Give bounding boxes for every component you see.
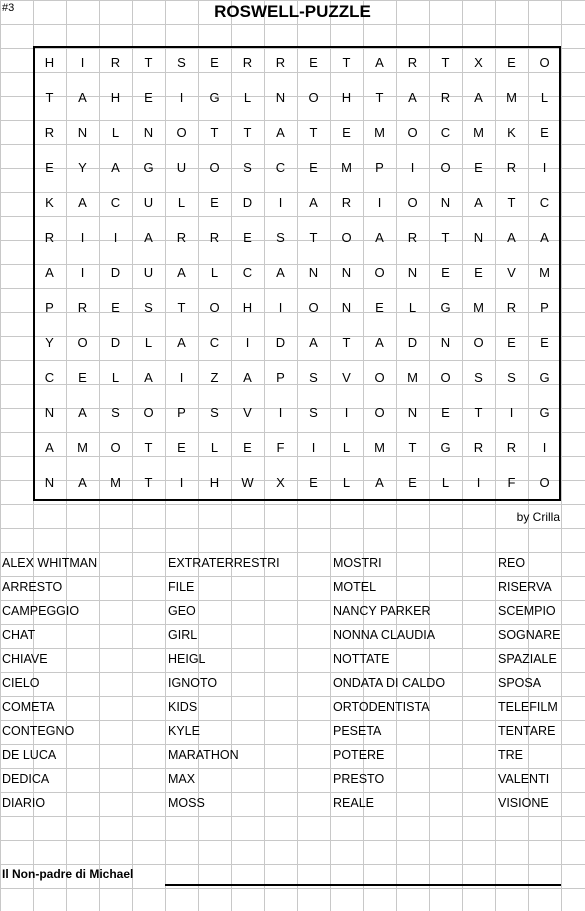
grid-letter[interactable]: U (143, 195, 154, 210)
grid-letter[interactable]: A (144, 230, 153, 245)
grid-letter[interactable]: E (441, 265, 450, 280)
grid-letter[interactable]: R (407, 55, 418, 70)
grid-letter[interactable]: M (341, 160, 352, 175)
grid-letter[interactable]: E (507, 335, 516, 350)
grid-letter[interactable]: O (374, 405, 385, 420)
grid-letter[interactable]: N (44, 405, 55, 420)
grid-letter[interactable]: I (278, 405, 283, 420)
grid-letter[interactable]: T (375, 90, 384, 105)
grid-letter[interactable]: S (111, 405, 120, 420)
grid-letter[interactable]: A (540, 230, 549, 245)
grid-letter[interactable]: D (110, 265, 121, 280)
grid-letter[interactable]: A (78, 90, 87, 105)
grid-letter[interactable]: P (45, 300, 54, 315)
grid-letter[interactable]: A (144, 370, 153, 385)
grid-letter[interactable]: I (410, 160, 415, 175)
grid-letter[interactable]: T (144, 55, 153, 70)
grid-letter[interactable]: S (276, 230, 285, 245)
grid-letter[interactable]: O (473, 335, 484, 350)
grid-letter[interactable]: R (110, 55, 121, 70)
grid-letter[interactable]: L (342, 475, 351, 490)
grid-letter[interactable]: O (143, 405, 154, 420)
grid-letter[interactable]: R (440, 90, 451, 105)
grid-letter[interactable]: T (441, 230, 450, 245)
grid-letter[interactable]: H (242, 300, 253, 315)
word-list-item: MAX (168, 772, 196, 786)
word-list-item: ORTODENTISTA (333, 700, 430, 714)
word-list-item: ONDATA DI CALDO (333, 676, 446, 690)
grid-letter[interactable]: A (474, 90, 483, 105)
answer-line[interactable] (165, 884, 561, 886)
grid-letter[interactable]: E (474, 160, 483, 175)
grid-letter[interactable]: L (210, 265, 219, 280)
word-list-item: MARATHON (168, 748, 239, 762)
grid-letter[interactable]: O (539, 55, 550, 70)
grid-letter[interactable]: A (309, 335, 318, 350)
grid-letter[interactable]: M (539, 265, 550, 280)
grid-letter[interactable]: T (309, 230, 318, 245)
grid-letter[interactable]: D (407, 335, 418, 350)
grid-letter[interactable]: O (209, 160, 220, 175)
grid-letter[interactable]: O (176, 125, 187, 140)
grid-row (33, 86, 561, 111)
grid-letter[interactable]: H (110, 90, 121, 105)
grid-letter[interactable]: O (77, 335, 88, 350)
word-list-item: TENTARE (498, 724, 556, 738)
word-list-item: SPAZIALE (498, 652, 557, 666)
grid-letter[interactable]: R (341, 195, 352, 210)
grid-row (33, 261, 561, 286)
grid-letter[interactable]: H (209, 475, 220, 490)
grid-letter[interactable]: I (179, 90, 184, 105)
grid-row (33, 226, 561, 251)
grid-letter[interactable]: M (374, 125, 385, 140)
grid-letter[interactable]: F (507, 475, 516, 490)
grid-letter[interactable]: E (441, 405, 450, 420)
grid-letter[interactable]: A (507, 230, 516, 245)
grid-letter[interactable]: H (44, 55, 55, 70)
grid-letter[interactable]: A (309, 195, 318, 210)
grid-letter[interactable]: R (77, 300, 88, 315)
grid-letter[interactable]: O (341, 230, 352, 245)
grid-letter[interactable]: C (44, 370, 55, 385)
grid-letter[interactable]: C (242, 265, 253, 280)
grid-letter[interactable]: D (110, 335, 121, 350)
grid-letter[interactable]: I (245, 335, 250, 350)
grid-letter[interactable]: E (210, 55, 219, 70)
grid-row (33, 156, 561, 181)
word-list-item: ARRESTO (2, 580, 63, 594)
word-list-item: POTERE (333, 748, 385, 762)
grid-letter[interactable]: T (441, 55, 450, 70)
grid-letter[interactable]: L (540, 90, 549, 105)
grid-letter[interactable]: Y (78, 160, 87, 175)
grid-letter[interactable]: Z (210, 370, 219, 385)
grid-letter[interactable]: N (308, 265, 319, 280)
word-list-item: PESETA (333, 724, 382, 738)
grid-letter[interactable]: S (210, 405, 219, 420)
grid-row (33, 121, 561, 146)
grid-row (33, 366, 561, 391)
grid-letter[interactable]: N (44, 475, 55, 490)
grid-letter[interactable]: E (540, 125, 549, 140)
grid-letter[interactable]: E (45, 160, 54, 175)
grid-letter[interactable]: M (473, 125, 484, 140)
grid-letter[interactable]: A (45, 440, 54, 455)
word-list-item: TRE (498, 748, 523, 762)
word-list-item: FILE (168, 580, 195, 594)
word-list-item: DEDICA (2, 772, 50, 786)
grid-letter[interactable]: L (243, 90, 252, 105)
word-list-item: MOTEL (333, 580, 377, 594)
grid-letter[interactable]: E (540, 335, 549, 350)
grid-letter[interactable]: R (473, 440, 484, 455)
grid-row (33, 436, 561, 461)
grid-letter[interactable]: N (407, 265, 418, 280)
grid-letter[interactable]: S (309, 405, 318, 420)
grid-letter[interactable]: L (111, 370, 120, 385)
word-list-item: REALE (333, 796, 374, 810)
grid-letter[interactable]: R (506, 160, 517, 175)
grid-letter[interactable]: C (209, 335, 220, 350)
word-list-item: VALENTI (498, 772, 550, 786)
grid-letter[interactable]: E (507, 55, 516, 70)
grid-letter[interactable]: I (179, 475, 184, 490)
grid-letter[interactable]: N (473, 230, 484, 245)
word-list-item: CAMPEGGIO (2, 604, 80, 618)
grid-letter[interactable]: O (539, 475, 550, 490)
grid-letter[interactable]: O (308, 90, 319, 105)
grid-letter[interactable]: R (176, 230, 187, 245)
grid-letter[interactable]: T (243, 125, 252, 140)
grid-letter[interactable]: E (144, 90, 153, 105)
grid-letter[interactable]: A (45, 265, 54, 280)
word-list-item: SPOSA (498, 676, 542, 690)
grid-letter[interactable]: I (377, 195, 382, 210)
grid-letter[interactable]: V (342, 370, 351, 385)
grid-letter[interactable]: O (308, 300, 319, 315)
grid-letter[interactable]: I (344, 405, 349, 420)
grid-letter[interactable]: A (276, 125, 285, 140)
grid-letter[interactable]: L (144, 335, 153, 350)
grid-letter[interactable]: A (243, 370, 252, 385)
word-list-item: GEO (168, 604, 196, 618)
grid-letter[interactable]: D (242, 195, 253, 210)
grid-letter[interactable]: S (507, 370, 516, 385)
grid-letter[interactable]: V (507, 265, 516, 280)
grid-letter[interactable]: C (539, 195, 550, 210)
grid-letter[interactable]: N (440, 335, 451, 350)
grid-letter[interactable]: T (177, 300, 186, 315)
grid-letter[interactable]: T (210, 125, 219, 140)
grid-letter[interactable]: G (440, 300, 451, 315)
grid-letter[interactable]: R (407, 230, 418, 245)
grid-letter[interactable]: E (309, 160, 318, 175)
grid-letter[interactable]: P (375, 160, 384, 175)
grid-letter[interactable]: X (474, 55, 483, 70)
grid-letter[interactable]: L (441, 475, 450, 490)
grid-letter[interactable]: R (275, 55, 286, 70)
grid-letter[interactable]: D (275, 335, 286, 350)
grid-letter[interactable]: M (374, 440, 385, 455)
grid-letter[interactable]: E (111, 300, 120, 315)
grid-letter[interactable]: I (311, 440, 316, 455)
grid-letter[interactable]: M (407, 370, 418, 385)
grid-letter[interactable]: M (506, 90, 517, 105)
grid-letter[interactable]: M (110, 475, 121, 490)
grid-letter[interactable]: T (309, 125, 318, 140)
grid-letter[interactable]: E (309, 475, 318, 490)
grid-letter[interactable]: V (243, 405, 252, 420)
grid-letter[interactable]: A (375, 335, 384, 350)
grid-row (33, 471, 561, 496)
grid-letter[interactable]: N (341, 265, 352, 280)
word-list-item: NANCY PARKER (333, 604, 431, 618)
grid-letter[interactable]: I (476, 475, 481, 490)
grid-letter[interactable]: O (374, 370, 385, 385)
grid-letter[interactable]: P (276, 370, 285, 385)
grid-letter[interactable]: I (80, 265, 85, 280)
grid-letter[interactable]: T (474, 405, 483, 420)
grid-letter[interactable]: S (177, 55, 186, 70)
grid-letter[interactable]: O (374, 265, 385, 280)
grid-letter[interactable]: L (111, 125, 120, 140)
grid-letter[interactable]: O (440, 160, 451, 175)
grid-letter[interactable]: S (309, 370, 318, 385)
word-list-item: CIELO (2, 676, 40, 690)
word-list-item: NOTTATE (333, 652, 390, 666)
grid-letter[interactable]: C (110, 195, 121, 210)
grid-letter[interactable]: I (278, 300, 283, 315)
grid-letter[interactable]: R (44, 230, 55, 245)
grid-letter[interactable]: I (113, 230, 118, 245)
grid-letter[interactable]: A (78, 405, 87, 420)
grid-letter[interactable]: A (375, 475, 384, 490)
grid-letter[interactable]: G (539, 405, 550, 420)
grid-letter[interactable]: U (176, 160, 187, 175)
grid-letter[interactable]: E (408, 475, 417, 490)
grid-letter[interactable]: A (78, 475, 87, 490)
grid-letter[interactable]: G (440, 440, 451, 455)
word-list-item: CONTEGNO (2, 724, 75, 738)
grid-letter[interactable]: A (177, 265, 186, 280)
grid-letter[interactable]: A (111, 160, 120, 175)
word-list-item: VISIONE (498, 796, 549, 810)
grid-letter[interactable]: R (44, 125, 55, 140)
grid-row (33, 191, 561, 216)
word-list-item: TELEFILM (498, 700, 558, 714)
grid-letter[interactable]: R (506, 300, 517, 315)
grid-letter[interactable]: A (474, 195, 483, 210)
grid-letter[interactable]: O (407, 125, 418, 140)
grid-letter[interactable]: S (474, 370, 483, 385)
grid-letter[interactable]: T (507, 195, 516, 210)
grid-letter[interactable]: R (209, 230, 220, 245)
word-column (333, 551, 445, 815)
grid-letter[interactable]: M (77, 440, 88, 455)
grid-letter[interactable]: P (540, 300, 549, 315)
grid-letter[interactable]: W (241, 475, 254, 490)
word-list-item: SOGNARE (498, 628, 561, 642)
grid-letter[interactable]: F (276, 440, 285, 455)
grid-letter[interactable]: T (342, 55, 351, 70)
grid-letter[interactable]: O (209, 300, 220, 315)
grid-letter[interactable]: N (407, 405, 418, 420)
grid-letter[interactable]: I (80, 230, 85, 245)
grid-row (33, 331, 561, 356)
grid-letter[interactable]: I (80, 55, 85, 70)
grid-letter[interactable]: I (278, 195, 283, 210)
grid-letter[interactable]: E (243, 230, 252, 245)
grid-letter[interactable]: G (209, 90, 220, 105)
grid-letter[interactable]: L (177, 195, 186, 210)
grid-letter[interactable]: N (440, 195, 451, 210)
word-column (498, 551, 561, 815)
word-column (168, 551, 280, 815)
grid-row (33, 51, 561, 76)
word-list-item: REO (498, 556, 526, 570)
grid-letter[interactable]: E (177, 440, 186, 455)
word-list-item: HEIGL (168, 652, 206, 666)
grid-letter[interactable]: E (210, 195, 219, 210)
grid-letter[interactable]: E (78, 370, 87, 385)
grid-letter[interactable]: A (177, 335, 186, 350)
grid-letter[interactable]: R (506, 440, 517, 455)
word-list-item: DIARIO (2, 796, 46, 810)
page-title: ROSWELL-PUZZLE (214, 2, 371, 21)
letter-grid (33, 46, 561, 501)
word-list-item: SCEMPIO (498, 604, 556, 618)
grid-letter[interactable]: L (408, 300, 417, 315)
word-list-item: COMETA (2, 700, 55, 714)
word-list-item: MOSS (168, 796, 205, 810)
grid-letter[interactable]: S (144, 300, 153, 315)
grid-letter[interactable]: X (276, 475, 285, 490)
grid-letter[interactable]: T (342, 335, 351, 350)
grid-letter[interactable]: H (341, 90, 352, 105)
word-list-item: PRESTO (333, 772, 385, 786)
grid-letter[interactable]: O (407, 195, 418, 210)
grid-letter[interactable]: N (77, 125, 88, 140)
grid-letter[interactable]: A (78, 195, 87, 210)
word-list-item: EXTRATERRESTRI (168, 556, 280, 570)
grid-letter[interactable]: N (143, 125, 154, 140)
word-list-item: CHIAVE (2, 652, 48, 666)
word-list-item: IGNOTO (168, 676, 218, 690)
grid-letter[interactable]: L (342, 440, 351, 455)
word-list-item: GIRL (168, 628, 198, 642)
grid-letter[interactable]: T (144, 440, 153, 455)
grid-letter[interactable]: E (309, 55, 318, 70)
grid-letter[interactable]: I (509, 405, 514, 420)
puzzle-number: #3 (2, 2, 15, 14)
grid-letter[interactable]: M (473, 300, 484, 315)
grid-letter[interactable]: R (242, 55, 253, 70)
grid-letter[interactable]: E (375, 300, 384, 315)
grid-letter[interactable]: A (375, 55, 384, 70)
grid-letter[interactable]: I (542, 160, 547, 175)
grid-letter[interactable]: N (275, 90, 286, 105)
grid-row (33, 296, 561, 321)
word-list-item: KIDS (168, 700, 198, 714)
grid-letter[interactable]: A (408, 90, 417, 105)
word-list-item: MOSTRI (333, 556, 382, 570)
grid-letter[interactable]: I (542, 440, 547, 455)
grid-letter[interactable]: A (375, 230, 384, 245)
word-list-item: ALEX WHITMAN (2, 556, 98, 570)
grid-letter[interactable]: K (507, 125, 516, 140)
grid-letter[interactable]: O (440, 370, 451, 385)
grid-letter[interactable]: I (179, 370, 184, 385)
grid-letter[interactable]: N (341, 300, 352, 315)
grid-letter[interactable]: G (143, 160, 154, 175)
grid-letter[interactable]: G (539, 370, 550, 385)
grid-letter[interactable]: A (276, 265, 285, 280)
grid-letter[interactable]: U (143, 265, 154, 280)
grid-letter[interactable]: T (408, 440, 417, 455)
grid-letter[interactable]: T (45, 90, 54, 105)
grid-letter[interactable]: E (342, 125, 351, 140)
grid-letter[interactable]: T (144, 475, 153, 490)
grid-letter[interactable]: E (243, 440, 252, 455)
grid-letter[interactable]: O (110, 440, 121, 455)
grid-letter[interactable]: C (275, 160, 286, 175)
word-list-item: KYLE (168, 724, 200, 738)
author-credit: by Crilla (516, 510, 560, 524)
grid-letter[interactable]: P (177, 405, 186, 420)
word-list-item: RISERVA (498, 580, 552, 594)
word-list-item: CHAT (2, 628, 36, 642)
word-list-item: DE LUCA (2, 748, 57, 762)
clue-label: Il Non-padre di Michael (2, 867, 134, 881)
grid-row (33, 401, 561, 426)
grid-letter[interactable]: E (474, 265, 483, 280)
grid-letter[interactable]: L (210, 440, 219, 455)
grid-letter[interactable]: C (440, 125, 451, 140)
grid-letter[interactable]: K (45, 195, 54, 210)
word-list-item: NONNA CLAUDIA (333, 628, 436, 642)
grid-letter[interactable]: S (243, 160, 252, 175)
word-column (2, 551, 97, 815)
grid-letter[interactable]: Y (45, 335, 54, 350)
